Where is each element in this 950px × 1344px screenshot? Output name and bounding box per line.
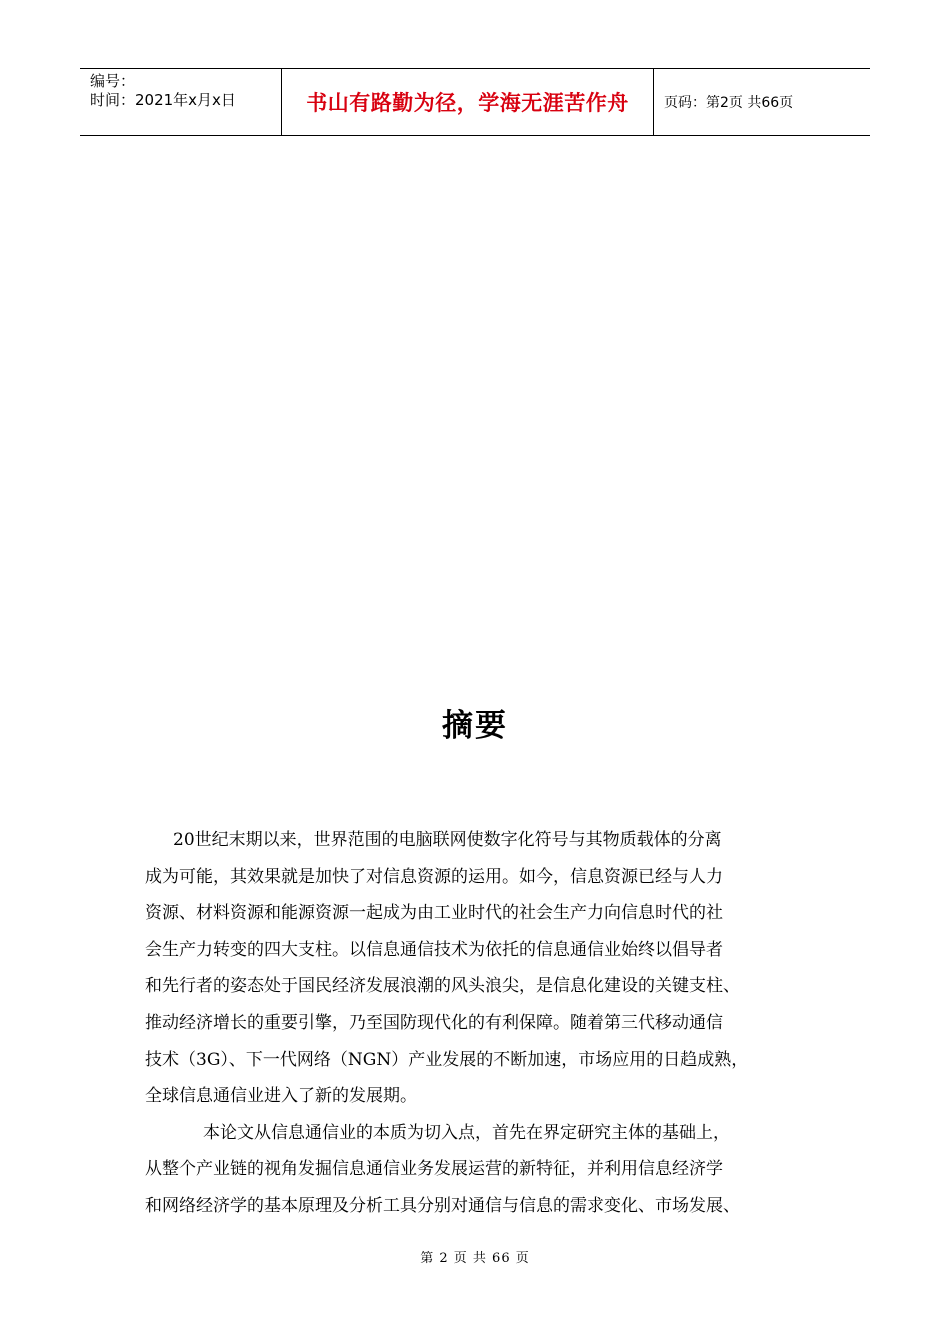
doc-number-label: 编号： [90,72,136,90]
body-line: 资源、材料资源和能源资源一起成为由工业时代的社会生产力向信息时代的社 [145,903,723,924]
abstract-body [145,822,815,1225]
body-line: 技术（3G）、下一代网络（NGN）产业发展的不断加速，市场应用的日趋成熟， [145,1049,749,1070]
header-motto-cell [281,69,654,135]
body-line: 会生产力转变的四大支柱。以信息通信技术为依托的信息通信业始终以倡导者 [145,939,723,960]
body-line: 推动经济增长的重要引擎，乃至国防现代化的有利保障。随着第三代移动通信 [145,1012,723,1033]
body-line: 成为可能，其效果就是加快了对信息资源的运用。如今，信息资源已经与人力 [145,866,723,887]
body-line: 从整个产业链的视角发掘信息通信业务发展运营的新特征，并利用信息经济学 [145,1159,723,1180]
header-page-cell [654,69,870,135]
page-title: 摘要 [442,708,508,744]
body-line: 全球信息通信业进入了新的发展期。 [145,1086,417,1107]
header-meta-cell [80,69,281,135]
body-line: 和网络经济学的基本原理及分析工具分别对通信与信息的需求变化、市场发展、 [145,1195,740,1216]
date-line: 时间：2021年x月x日 [90,91,236,109]
motto-text: 书山有路勤为径，学海无涯苦作舟 [306,91,629,115]
body-line: 本论文从信息通信业的本质为切入点，首先在界定研究主体的基础上， [203,1122,730,1143]
body-line: 20世纪末期以来，世界范围的电脑联网使数字化符号与其物质载体的分离 [173,830,722,850]
document-header [80,68,870,136]
page-info: 页码：第2页 共66页 [664,95,794,111]
page-footer: 第 2 页 共 66 页 [420,1251,530,1266]
body-line: 和先行者的姿态处于国民经济发展浪潮的风头浪尖，是信息化建设的关键支柱、 [145,976,740,997]
